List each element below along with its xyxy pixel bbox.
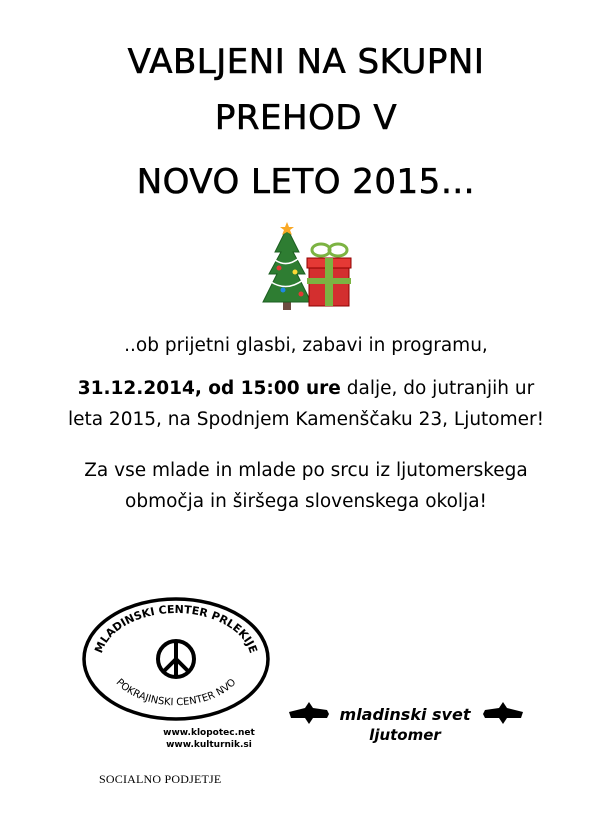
intro-text: ..ob prijetni glasbi, zabavi in programu, (124, 335, 488, 356)
title-line-3: NOVO LETO 2015… (136, 162, 476, 202)
social-enterprise-label: SOCIALNO PODJETJE (99, 772, 222, 786)
christmas-tree-icon (263, 222, 311, 310)
logo-url-2: www.kulturnik.si (166, 740, 252, 750)
invitation-line-2: območja in širšega slovenskega okolja! (125, 491, 487, 512)
mladinski-svet-ljutomer-logo (287, 690, 525, 752)
logo-url-1: www.klopotec.net (163, 728, 255, 738)
logo-svet-line-1: mladinski svet (339, 705, 471, 724)
invitation-line-1: Za vse mlade in mlade po srcu iz ljutomerskega (84, 460, 528, 481)
logo-svet-line-2: ljutomer (369, 726, 441, 744)
event-details (20, 373, 592, 435)
logo-top-text: MLADINSKI CENTER PRLEKIJE (92, 602, 260, 655)
christmas-illustration (253, 222, 353, 314)
mladinski-center-prlekije-logo (81, 595, 271, 753)
invitation-text (20, 455, 592, 517)
title-line-2: PREHOD V (214, 98, 398, 138)
gift-box-icon (307, 244, 351, 306)
event-details-a: dalje, do jutranjih ur (340, 378, 535, 399)
title-line-1: VABLJENI NA SKUPNI (127, 42, 485, 82)
logo-bottom-text: POKRAJINSKI CENTER NVO (113, 677, 239, 709)
event-details-b: leta 2015, na Spodnjem Kamenščaku 23, Ljutomer! (67, 409, 545, 430)
event-date-time: 31.12.2014, od 15:00 ure (77, 378, 341, 399)
